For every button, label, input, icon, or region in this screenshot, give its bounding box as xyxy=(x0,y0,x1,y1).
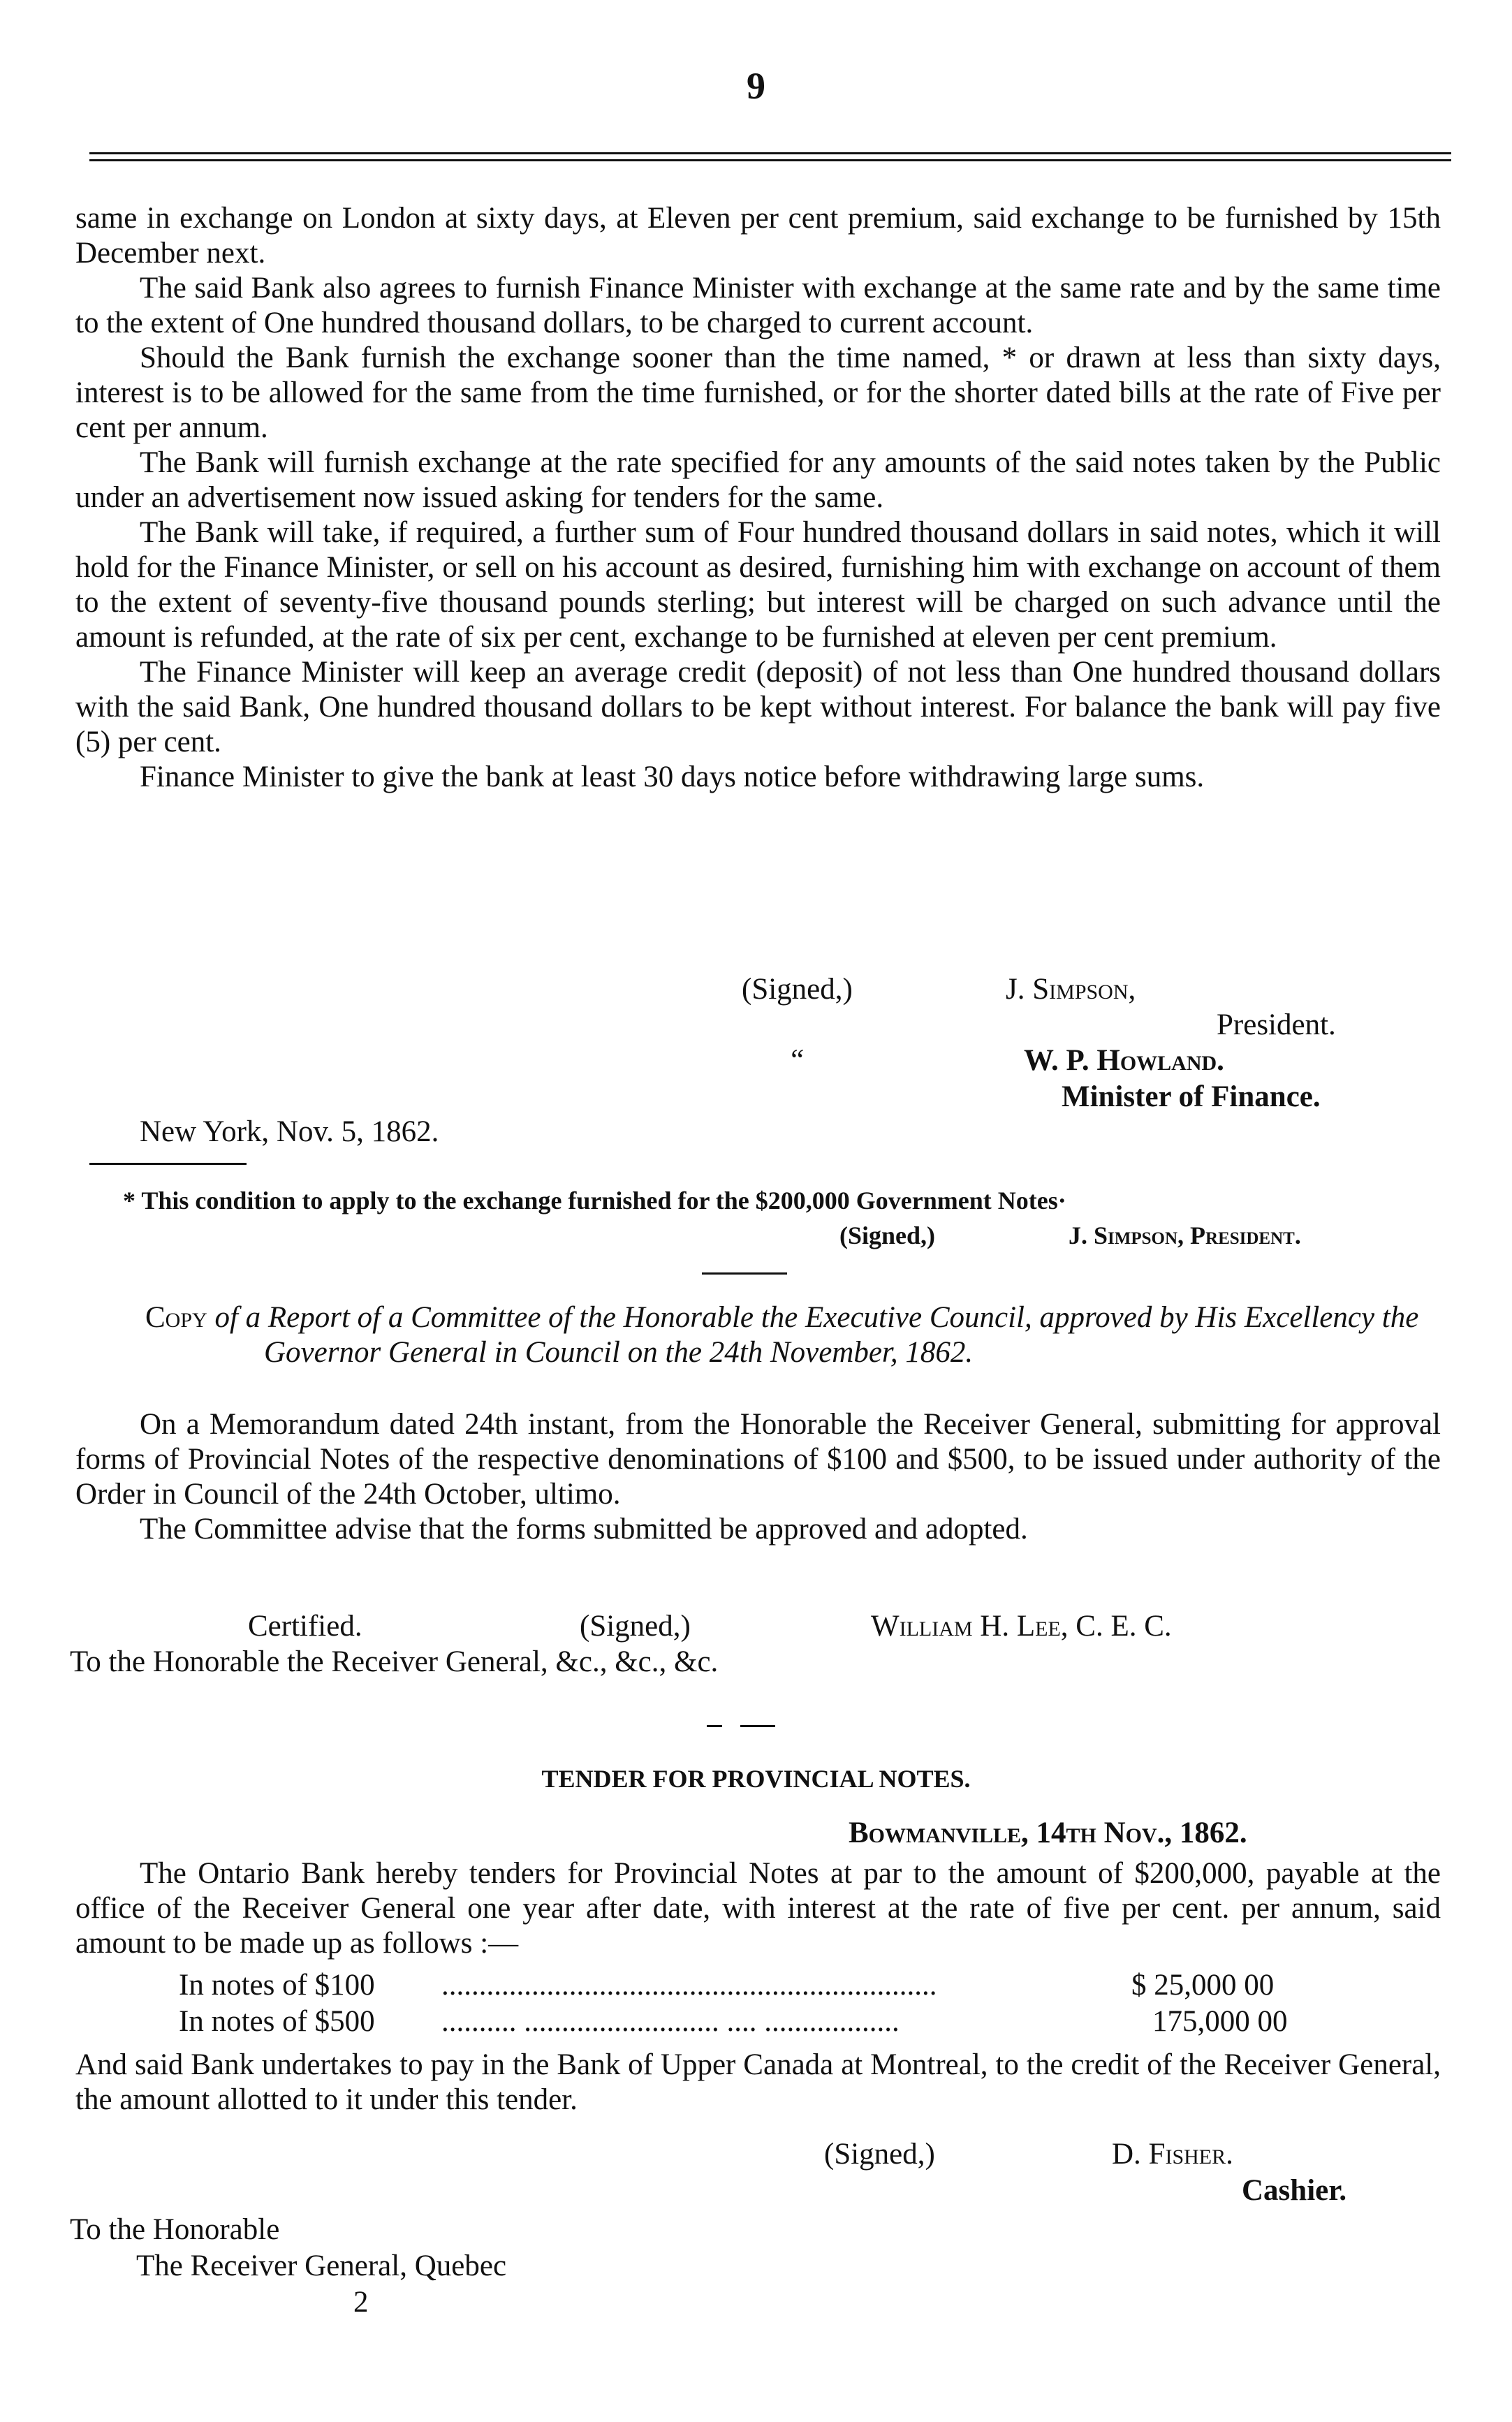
page-number: 9 xyxy=(747,65,765,107)
heading-text: of a Report of a Committee of the Honorable the Executive Council, approved by His Excellency the Governor General in Council on the 24th November, 1862. xyxy=(214,1301,1419,1369)
report-paragraph: On a Memorandum dated 24th instant, from the Honorable the Receiver General, submitting for approval forms of Provincial Notes of the respective denominations of $100 and $500, to be issued under authority of the Order in Council of the 24th October, ultimo. xyxy=(75,1408,1441,1511)
addressee: The Receiver General, Quebec xyxy=(136,2249,507,2282)
tender-body xyxy=(75,2048,1441,2118)
tender-body xyxy=(75,1856,1441,1961)
tender-row-amount: $ 25,000 00 xyxy=(1131,1969,1275,2002)
report-heading xyxy=(75,1300,1441,1370)
header-rule-top xyxy=(89,152,1451,154)
signer-title: Cashier. xyxy=(1242,2174,1347,2207)
signature-mark: 2 xyxy=(353,2286,369,2319)
signer-title: Minister of Finance. xyxy=(1062,1080,1321,1113)
signed-label: (Signed,) xyxy=(580,1610,691,1643)
report-body xyxy=(75,1407,1441,1547)
signer-name: D. Fisher. xyxy=(1112,2138,1233,2171)
signer-name: J. Simpson, xyxy=(1006,973,1136,1006)
tender-title: TENDER FOR PROVINCIAL NOTES. xyxy=(541,1765,971,1793)
tender-row-label: In notes of $500 xyxy=(179,2005,375,2038)
tender-row-label: In notes of $100 xyxy=(179,1969,375,2002)
signed-label: (Signed,) xyxy=(839,1221,936,1249)
certified-label: Certified. xyxy=(248,1610,362,1643)
heading-lead: Copy xyxy=(145,1301,207,1334)
signer-name: W. P. Howland. xyxy=(1024,1044,1224,1077)
signed-label: (Signed,) xyxy=(824,2138,935,2171)
signed-label: (Signed,) xyxy=(742,973,853,1006)
agreement-paragraph: The said Bank also agrees to furnish Finance Minister with exchange at the same rate and by the same time to the extent of One hundred thousand dollars, to be charged to current account. xyxy=(75,272,1441,339)
addressee: To the Honorable xyxy=(70,2213,280,2246)
tender-row-leader: .................................................................. xyxy=(441,1969,937,2002)
signer-name: William H. Lee, C. E. C. xyxy=(871,1610,1172,1643)
section-rule xyxy=(702,1272,787,1275)
header-rule-bottom xyxy=(89,159,1451,161)
agreement-paragraph: The Bank will furnish exchange at the rate specified for any amounts of the said notes taken by the Public under an advertisement now issued asking for tenders for the same. xyxy=(75,446,1441,514)
signer-name: J. Simpson, President. xyxy=(1069,1221,1301,1249)
report-paragraph: The Committee advise that the forms submitted be approved and adopted. xyxy=(140,1513,1028,1546)
footnote-rule xyxy=(89,1163,247,1165)
tender-place-date: Bowmanville, 14th Nov., 1862. xyxy=(849,1816,1247,1849)
agreement-body xyxy=(75,201,1441,795)
section-rule-dash xyxy=(740,1725,775,1727)
agreement-paragraph: Should the Bank furnish the exchange sooner than the time named, * or drawn at less than sixty days, interest is to be allowed for the same from the time furnished, or for the shorter dated bills at the rate of Five per cent per annum. xyxy=(75,342,1441,444)
agreement-paragraph: The Finance Minister will keep an average credit (deposit) of not less than One hundred thousand dollars with the said Bank, One hundred thousand dollars to be kept without interest. For balance the bank will pay five (5) per cent. xyxy=(75,656,1441,758)
footnote-text: * This condition to apply to the exchange furnished for the $200,000 Government Notes· xyxy=(123,1187,1066,1214)
agreement-paragraph: The Bank will take, if required, a further sum of Four hundred thousand dollars in said notes, which it will hold for the Finance Minister, or sell on his account as desired, furnishing him with exchange on account of them to the extent of seventy-five thousand pounds sterling; but interest will be charged on such advance until the amount is refunded, at the rate of six per cent, exchange to be furnished at eleven per cent premium. xyxy=(75,516,1441,654)
agreement-paragraph: same in exchange on London at sixty days, at Eleven per cent premium, said exchange to be furnished by 15th December next. xyxy=(75,202,1441,270)
ditto-mark: “ xyxy=(788,1044,805,1077)
section-rule-dash xyxy=(707,1725,722,1727)
tender-row-amount: 175,000 00 xyxy=(1152,2005,1288,2038)
signer-title: President. xyxy=(1217,1008,1336,1041)
tender-paragraph: And said Bank undertakes to pay in the Bank of Upper Canada at Montreal, to the credit of the Receiver General, the amount allotted to it under this tender. xyxy=(75,2048,1441,2116)
place-date: New York, Nov. 5, 1862. xyxy=(140,1115,439,1148)
tender-row-leader: .......... .......................... .... .................. xyxy=(441,2005,900,2038)
agreement-paragraph: Finance Minister to give the bank at least 30 days notice before withdrawing large sums. xyxy=(140,761,1205,793)
addressee: To the Honorable the Receiver General, &c., &c., &c. xyxy=(70,1645,719,1678)
tender-paragraph: The Ontario Bank hereby tenders for Provincial Notes at par to the amount of $200,000, payable at the office of the Receiver General one year after date, with interest at the rate of five per cent. per annum, said amount to be made up as follows :— xyxy=(75,1857,1441,1960)
